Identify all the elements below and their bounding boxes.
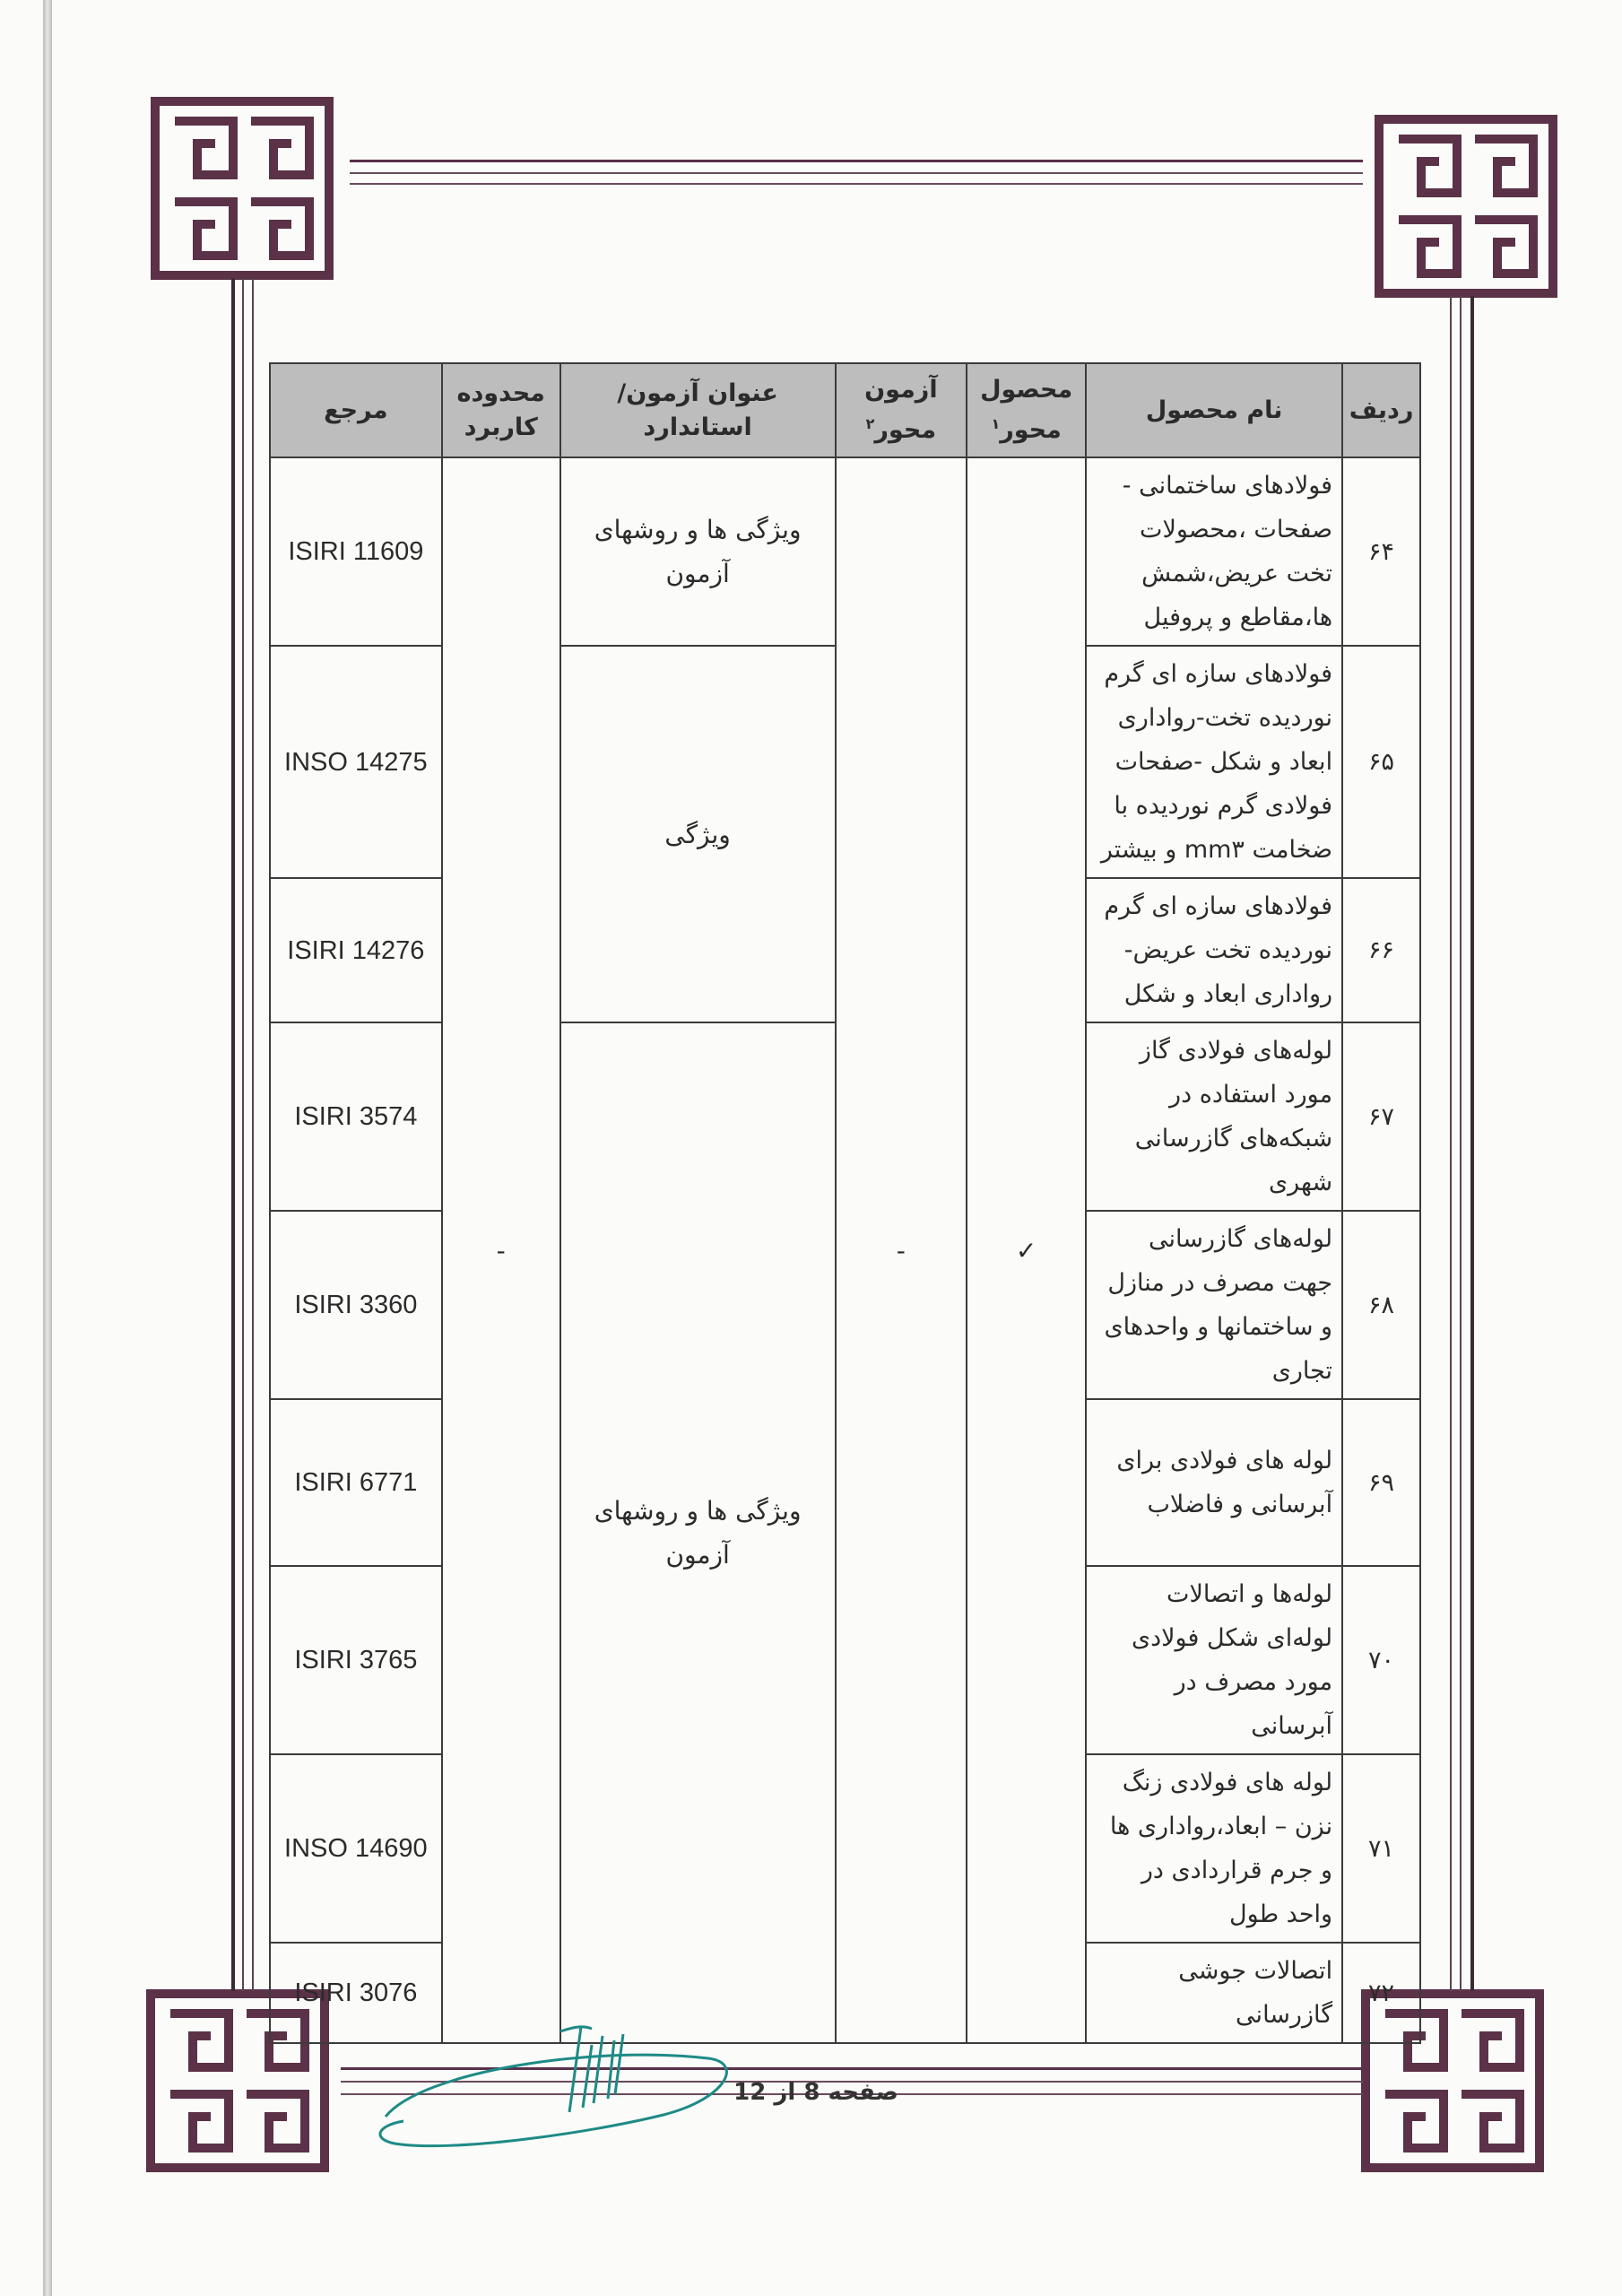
product-name-cell: لوله های فولادی زنگ نزن – ابعاد،رواداری ها و جرم قراردادی در واحد طول xyxy=(1086,1754,1342,1943)
reference-cell: ISIRI 6771 xyxy=(270,1399,442,1566)
row-number: ۶۶ xyxy=(1342,878,1420,1022)
reference-cell: ISIRI 3076 xyxy=(270,1943,442,2043)
row-number: ۶۴ xyxy=(1342,457,1420,646)
scope-cell: - xyxy=(442,457,560,2043)
frame-right-line xyxy=(1460,296,1462,1991)
page-number: صفحه 8 از 12 xyxy=(733,2079,898,2106)
row-number: ۶۸ xyxy=(1342,1211,1420,1399)
product-name-cell: فولادهای سازه ای گرم نوردیده تخت عریض- رواداری ابعاد و شکل xyxy=(1086,878,1342,1022)
product-name-cell: لوله های فولادی برای آبرسانی و فاضلاب xyxy=(1086,1399,1342,1566)
greek-key-ornament-icon xyxy=(1372,112,1560,300)
frame-left-line xyxy=(242,278,244,1991)
frame-top-line xyxy=(350,172,1363,174)
frame-right-line xyxy=(1470,296,1474,1991)
table-header-row xyxy=(270,363,1420,457)
product-axis-cell: ✓ xyxy=(967,457,1086,2043)
frame-top-line xyxy=(350,183,1363,185)
frame-left-line xyxy=(231,278,235,1991)
product-name-cell: اتصالات جوشی گازرسانی xyxy=(1086,1943,1342,2043)
header-scope: محدوده کاربرد xyxy=(442,363,560,457)
reference-cell: ISIRI 3574 xyxy=(270,1022,442,1211)
header-product-name: نام محصول xyxy=(1086,363,1342,457)
reference-cell: INSO 14275 xyxy=(270,646,442,878)
test-title-cell: ویژگی ها و روشهای آزمون xyxy=(560,457,836,646)
table-row xyxy=(270,457,1420,646)
test-title-cell: ویژگی ها و روشهای آزمون xyxy=(560,1022,836,2043)
row-number: ۷۲ xyxy=(1342,1943,1420,2043)
test-axis-cell: - xyxy=(836,457,967,2043)
reference-cell: ISIRI 3360 xyxy=(270,1211,442,1399)
reference-cell: ISIRI 11609 xyxy=(270,457,442,646)
greek-key-ornament-icon xyxy=(148,94,336,283)
product-name-cell: فولادهای سازه ای گرم نوردیده تخت-رواداری ابعاد و شکل -صفحات فولادی گرم نوردیده با ضخامت mm۳ و بیشتر xyxy=(1086,646,1342,878)
product-name-cell: لوله‌ها و اتصالات لوله‌ای شکل فولادی مورد مصرف در آبرسانی xyxy=(1086,1566,1342,1754)
row-number: ۶۹ xyxy=(1342,1399,1420,1566)
row-number: ۷۰ xyxy=(1342,1566,1420,1754)
header-test-axis: آزمون محور$^۲$ xyxy=(836,363,967,457)
header-reference: مرجع xyxy=(270,363,442,457)
frame-right-line xyxy=(1450,296,1452,1991)
reference-cell: ISIRI 14276 xyxy=(270,878,442,1022)
row-number: ۷۱ xyxy=(1342,1754,1420,1943)
header-test-title: عنوان آزمون/استاندارد xyxy=(560,363,836,457)
row-number: ۶۷ xyxy=(1342,1022,1420,1211)
test-title-cell: ویژگی xyxy=(560,646,836,1022)
product-name-cell: فولادهای ساختمانی - صفحات ،محصولات تخت عریض،شمش ها،مقاطع و پروفیل xyxy=(1086,457,1342,646)
row-number: ۶۵ xyxy=(1342,646,1420,878)
frame-left-line xyxy=(252,278,254,1991)
header-product-axis: محصول محور$^۱$ xyxy=(967,363,1086,457)
binding-spine xyxy=(43,0,52,2296)
product-name-cell: لوله‌های گازرسانی جهت مصرف در منازل و ساختمانها و واحدهای تجاری xyxy=(1086,1211,1342,1399)
frame-top-line xyxy=(350,160,1363,162)
reference-cell: ISIRI 3765 xyxy=(270,1566,442,1754)
reference-cell: INSO 14690 xyxy=(270,1754,442,1943)
standards-table xyxy=(269,362,1421,2044)
product-name-cell: لوله‌های فولادی گاز مورد استفاده در شبکه‌های گازرسانی شهری xyxy=(1086,1022,1342,1211)
header-row-no: ردیف xyxy=(1342,363,1420,457)
